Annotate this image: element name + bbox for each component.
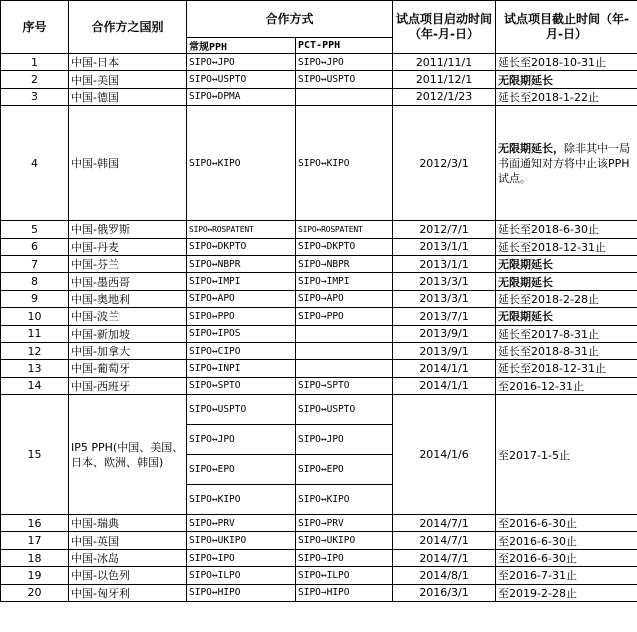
row-normal-pph: SIPO↔UKIPO [187,532,296,549]
row-number: 5 [1,221,69,238]
row-pct-pph: SIPO↔ILPO [296,567,393,584]
row-end-date: 延长至2018-12-31止 [496,360,637,377]
header-mode-pct: PCT-PPH [296,38,393,54]
row-country: 中国-葡萄牙 [69,360,187,377]
row-end-date: 延长至2018-8-31止 [496,342,637,359]
row-number: 11 [1,325,69,342]
row-country: 中国-墨西哥 [69,273,187,290]
row-number: 18 [1,549,69,566]
row-country: 中国-瑞典 [69,515,187,532]
row-country: 中国-西班牙 [69,377,187,394]
table-row [1,325,637,342]
row-number: 8 [1,273,69,290]
row-start-date: 2014/8/1 [393,567,496,584]
row-end-date: 延长至2018-1-22止 [496,88,637,105]
row-normal-pph: SIPO↔KIPO [187,485,296,515]
row-country: 中国-奥地利 [69,290,187,307]
row-pct-pph: SIPO↔ROSPATENT [296,221,393,238]
row-end-date-emphasis: 无限期延长， [498,141,565,155]
row-number: 19 [1,567,69,584]
row-pct-pph: SIPO↔KIPO [296,106,393,221]
row-start-date: 2013/1/1 [393,255,496,272]
row-pct-pph: SIPO↔EPO [296,455,393,485]
row-normal-pph: SIPO↔CIPO [187,342,296,359]
row-start-date: 2014/7/1 [393,549,496,566]
row-pct-pph: SIPO↔JPO [296,425,393,455]
header-start: 试点项目启动时间（年-月-日） [393,1,496,54]
row-start-date: 2013/3/1 [393,290,496,307]
row-normal-pph: SIPO↔IMPI [187,273,296,290]
row-country: 中国-冰岛 [69,549,187,566]
row-start-date: 2013/9/1 [393,342,496,359]
row-start-date: 2012/7/1 [393,221,496,238]
row-pct-pph: SIPO↔USPTO [296,395,393,425]
row-country: 中国-匈牙利 [69,584,187,601]
row-normal-pph: SIPO↔EPO [187,455,296,485]
row-number: 10 [1,308,69,325]
row-country: 中国-德国 [69,88,187,105]
row-number: 12 [1,342,69,359]
row-start-date: 2013/9/1 [393,325,496,342]
row-country: 中国-加拿大 [69,342,187,359]
table-row [1,584,637,601]
row-start-date: 2014/1/1 [393,360,496,377]
row-end-date: 延长至2018-6-30止 [496,221,637,238]
row-number: 15 [1,395,69,515]
row-end-date: 至2016-6-30止 [496,515,637,532]
row-normal-pph: SIPO↔PPO [187,308,296,325]
row-number: 14 [1,377,69,394]
row-end-date: 至2019-2-28止 [496,584,637,601]
table-row [1,54,637,71]
header-end: 试点项目截止时间（年-月-日） [496,1,637,54]
row-end-date: 至2016-6-30止 [496,549,637,566]
row-pct-pph: SIPO→PRV [296,515,393,532]
row-number: 6 [1,238,69,255]
row-number: 2 [1,71,69,88]
table-row [1,71,637,88]
row-number: 16 [1,515,69,532]
row-country: 中国-新加坡 [69,325,187,342]
row-end-date-note: 除非其中一局书面通知对方将中止该PPH试点。 [498,141,631,185]
row-normal-pph: SIPO↔ILPO [187,567,296,584]
row-start-date: 2014/1/1 [393,377,496,394]
row-pct-pph: SIPO→NBPR [296,255,393,272]
table-row [1,360,637,377]
row-pct-pph: SIPO→IPO [296,549,393,566]
header-country: 合作方之国别 [69,1,187,54]
row-end-date: 无限期延长 [496,308,637,325]
row-country: IP5 PPH(中国、美国、日本、欧洲、韩国) [69,395,187,515]
row-number: 7 [1,255,69,272]
table-row [1,106,637,221]
row-end-date: 延长至2018-12-31止 [496,238,637,255]
row-normal-pph: SIPO↔INPI [187,360,296,377]
header-mode: 合作方式 [187,1,393,38]
row-end-date: 无限期延长 [496,71,637,88]
row-start-date: 2013/1/1 [393,238,496,255]
row-country: 中国-芬兰 [69,255,187,272]
table-row [1,88,637,105]
row-number: 3 [1,88,69,105]
row-end-date: 至2016-6-30止 [496,532,637,549]
row-number: 17 [1,532,69,549]
table-row [1,221,637,238]
row-normal-pph: SIPO↔NBPR [187,255,296,272]
row-normal-pph: SIPO↔IPO [187,549,296,566]
row-pct-pph [296,325,393,342]
table-row [1,308,637,325]
row-pct-pph: SIPO↔KIPO [296,485,393,515]
row-start-date: 2011/11/1 [393,54,496,71]
header-no: 序号 [1,1,69,54]
row-end-date: 无限期延长 [496,273,637,290]
row-pct-pph: SIPO→SPTO [296,377,393,394]
row-pct-pph: SIPO→PPO [296,308,393,325]
row-start-date: 2013/7/1 [393,308,496,325]
row-end-date: 延长至2018-2-28止 [496,290,637,307]
row-start-date: 2012/3/1 [393,106,496,221]
row-start-date: 2014/7/1 [393,515,496,532]
table-row [1,567,637,584]
table-row [1,395,637,425]
row-country: 中国-俄罗斯 [69,221,187,238]
row-end-date: 至2016-7-31止 [496,567,637,584]
table-row [1,238,637,255]
row-normal-pph: SIPO↔PRV [187,515,296,532]
row-end-date: 至2016-12-31止 [496,377,637,394]
row-start-date: 2014/1/6 [393,395,496,515]
table-row [1,255,637,272]
row-country: 中国-日本 [69,54,187,71]
row-normal-pph: SIPO↔SPTO [187,377,296,394]
row-normal-pph: SIPO↔APO [187,290,296,307]
row-number: 4 [1,106,69,221]
row-normal-pph: SIPO↔DKPTO [187,238,296,255]
row-end-date [496,106,637,221]
row-pct-pph: SIPO→UKIPO [296,532,393,549]
row-pct-pph: SIPO→IMPI [296,273,393,290]
row-start-date: 2014/7/1 [393,532,496,549]
row-country: 中国-美国 [69,71,187,88]
table-row [1,290,637,307]
row-start-date: 2011/12/1 [393,71,496,88]
row-pct-pph [296,88,393,105]
row-country: 中国-英国 [69,532,187,549]
row-pct-pph: SIPO→HIPO [296,584,393,601]
row-number: 20 [1,584,69,601]
row-normal-pph: SIPO↔JPO [187,425,296,455]
row-normal-pph: SIPO↔HIPO [187,584,296,601]
table-row [1,532,637,549]
row-country: 中国-丹麦 [69,238,187,255]
row-country: 中国-波兰 [69,308,187,325]
row-pct-pph: SIPO→DKPTO [296,238,393,255]
row-pct-pph: SIPO↔JPO [296,54,393,71]
table-row [1,273,637,290]
row-end-date: 至2017-1-5止 [496,395,637,515]
table-row [1,342,637,359]
header-mode-normal: 常规PPH [187,38,296,54]
row-end-date: 无限期延长 [496,255,637,272]
row-start-date: 2016/3/1 [393,584,496,601]
row-number: 13 [1,360,69,377]
row-pct-pph [296,342,393,359]
row-start-date: 2012/1/23 [393,88,496,105]
row-pct-pph: SIPO→APO [296,290,393,307]
row-pct-pph: SIPO↔USPTO [296,71,393,88]
table-row [1,377,637,394]
row-number: 1 [1,54,69,71]
table-row [1,549,637,566]
row-normal-pph: SIPO↔ROSPATENT [187,221,296,238]
row-start-date: 2013/3/1 [393,273,496,290]
row-end-date: 延长至2017-8-31止 [496,325,637,342]
row-normal-pph: SIPO↔USPTO [187,71,296,88]
row-pct-pph [296,360,393,377]
row-country: 中国-以色列 [69,567,187,584]
row-normal-pph: SIPO↔JPO [187,54,296,71]
row-country: 中国-韩国 [69,106,187,221]
row-normal-pph: SIPO↔DPMA [187,88,296,105]
table-row [1,515,637,532]
row-normal-pph: SIPO↔USPTO [187,395,296,425]
row-number: 9 [1,290,69,307]
row-end-date: 延长至2018-10-31止 [496,54,637,71]
row-normal-pph: SIPO↔IPOS [187,325,296,342]
row-normal-pph: SIPO↔KIPO [187,106,296,221]
